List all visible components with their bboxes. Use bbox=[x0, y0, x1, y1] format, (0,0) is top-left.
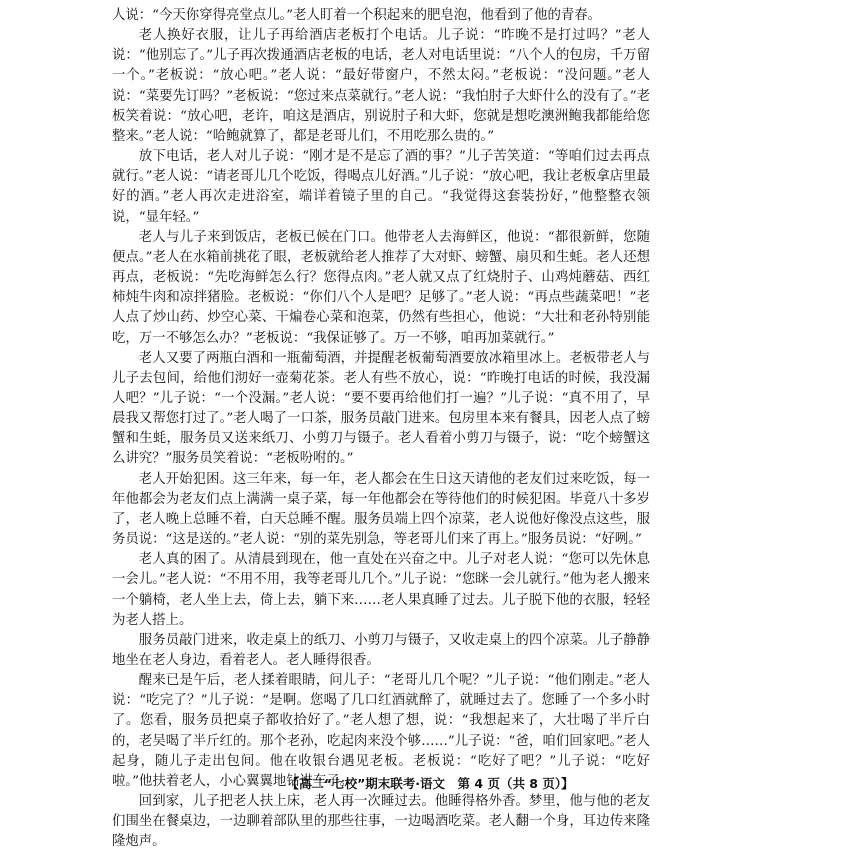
paragraph-1: 人说：“今天你穿得亮堂点儿。”老人盯着一个积起来的肥皂泡，他看到了他的青春。 bbox=[112, 8, 602, 23]
paragraph-4: 老人与儿子来到饭店，老板已候在门口。他带老人去海鲜区，他说：“都很新鲜，您随便点。”老人在水箱前挑花了眼，老板就给老人推荐了大对虾、螃蟹、扇贝和生蚝。老人还想再点，老板说：“先吃海鲜怎么行？您得点肉。”老人就又点了红烧肘子、山鸡炖蘑菇、西红柿炖牛肉和凉拌猪脸。老板说：“你们八个人是吧？足够了。”老人说：“再点些蔬菜吧！”老人点了炒山药、炒空心菜、干煸卷心菜和泡菜，仍然有些担心，他说：“大壮和老孙特别能吃，万一不够怎么办？”老板说：“我保证够了。万一不够，咱再加菜就行。” bbox=[112, 229, 650, 346]
paragraph-2: 老人换好衣服，让儿子再给酒店老板打个电话。儿子说：“昨晚不是打过吗？”老人说：“他别忘了。”儿子再次拨通酒店老板的电话，老人对电话里说：“八个人的包房，千万留一个。”老板说：“放心吧。”老人说：“最好带窗户，不然太闷。”老板说：“没问题。”老人说：“菜要先订吗？”老板说：“您过来点菜就行。”老人说：“我怕肘子大虾什么的没有了。”老板笑着说：“放心吧，老许，咱这是酒店，别说肘子和大虾，您就是想吃澳洲鲍我都能给您整来。”老人说：“哈鲍就算了，都是老哥儿们，不用吃那么贵的。” bbox=[112, 28, 650, 144]
paragraph-10: 回到家，儿子把老人扶上床，老人再一次睡过去。他睡得格外香。梦里，他与他的老友们围坐在餐桌边，一边聊着部队里的那些往事，一边喝酒吃菜。老人翻一个身，耳边传来隆隆炮声。 bbox=[112, 794, 650, 850]
paragraph-8: 服务员敲门进来，收走桌上的纸刀、小剪刀与镊子，又收走桌上的四个凉菜。儿子静静地坐在老人身边，看着老人。老人睡得很香。 bbox=[112, 632, 650, 668]
page-footer: 【高二“七校”期末联考·语文 第 4 页（共 8 页）】 bbox=[286, 776, 574, 791]
paragraph-7: 老人真的困了。从清晨到现在，他一直处在兴奋之中。儿子对老人说：“您可以先休息一会儿。”老人说：“不用不用，我等老哥儿几个。”儿子说：“您眯一会儿就行。”他为老人搬来一个躺椅，老人坐上去，倚上去，躺下来……老人果真睡了过去。儿子脱下他的衣服，轻轻为老人搭上。 bbox=[112, 552, 650, 628]
paragraph-6: 老人开始犯困。这三年来，每一年，老人都会在生日这天请他的老友们过来吃饭，每一年他都会为老友们点上满满一桌子菜，每一年他都会在等待他们的时候犯困。毕竟八十多岁了，老人晚上总睡不着，白天总睡不醒。服务员端上四个凉菜，老人说他好像没点这些，服务员说：“这是送的。”老人说：“别的菜先别急，等老哥儿们来了再上。”服务员说：“好咧。” bbox=[112, 471, 650, 548]
paragraph-3: 放下电话，老人对儿子说：“刚才是不是忘了酒的事？”儿子苦笑道：“等咱们过去再点就行。”老人说：“请老哥儿几个吃饭，得喝点儿好酒。”儿子说：“放心吧，我让老板拿店里最好的酒。”老人再次走进浴室，端详着镜子里的自己。“我觉得这套装扮好，”他整整衣领说，“显年轻。” bbox=[112, 149, 650, 225]
paragraph-9: 醒来已是午后，老人揉着眼睛，问儿子：“老哥儿几个呢？”儿子说：“他们刚走。”老人说：“吃完了？”儿子说：“是啊。您喝了几口红酒就醉了，就睡过去了。您睡了一个多小时了。您看，服务员把桌子都收拾好了。”老人想了想，说：“我想起来了，大壮喝了半斤白的，老吴喝了半斤红的。那个老孙，吃起肉来没个够……”儿子说：“爸，咱们回家吧。”老人起身，随儿子走出包间。他在收银台遇见老板。老板说：“吃好了吧？”儿子说：“吃好啦。”他扶着老人，小心翼翼地钻进车子。 bbox=[112, 673, 650, 789]
article-body bbox=[112, 6, 650, 853]
paragraph-5: 老人又要了两瓶白酒和一瓶葡萄酒，并提醒老板葡萄酒要放冰箱里冰上。老板带老人与儿子去包间，给他们沏好一壶菊花茶。老人有些不放心，说：“昨晚打电话的时候，我没漏人吧？”儿子说：“一个没漏。”老人说：“要不要再给他们打一遍？”儿子说：“真不用了，早晨我又帮您打过了。”老人喝了一口茶，服务员敲门进来。包房里本来有餐具，因老人点了螃蟹和生蚝，服务员又送来纸刀、小剪刀与镊子。老人看着小剪刀与镊子，说：“吃个螃蟹这么讲究？”服务员笑着说：“老板吩咐的。” bbox=[112, 350, 650, 467]
